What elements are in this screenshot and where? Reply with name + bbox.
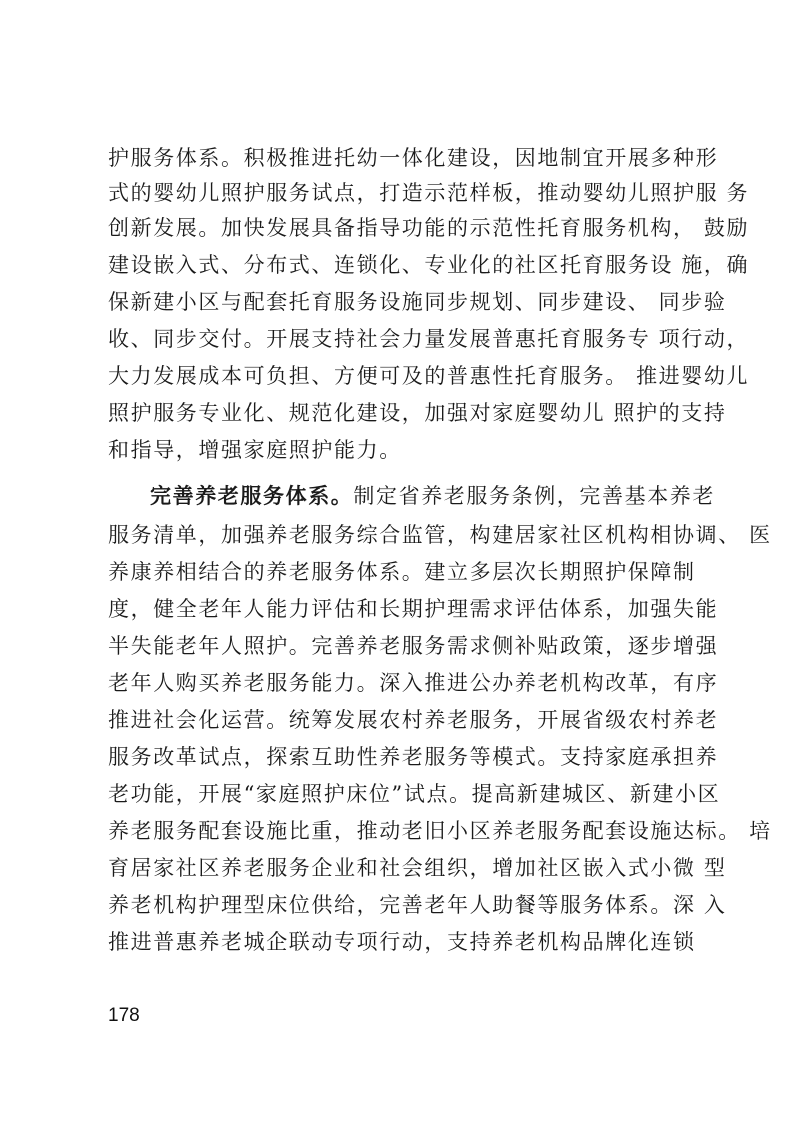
text-line: 照护服务专业化、规范化建设，加强对家庭婴幼儿 照护的支持	[108, 401, 727, 425]
text-line: 建设嵌入式、分布式、连锁化、专业化的社区托育服务设 施，确	[108, 253, 750, 277]
section-heading: 完善养老服务体系。	[150, 483, 354, 508]
text-line: 护服务体系。积极推进托幼一体化建设，因地制宜开展多种形	[108, 146, 719, 170]
text-line: 服务改革试点，探索互助性养老服务等模式。支持家庭承担养	[108, 745, 719, 769]
text-line: 养老服务配套设施比重，推动老旧小区养老服务配套设施达标。 培	[108, 819, 772, 843]
text-line: 创新发展。加快发展具备指导功能的示范性托育服务机构， 鼓励	[108, 216, 750, 240]
text-line: 式的婴幼儿照护服务试点，打造示范样板，推动婴幼儿照护服 务	[108, 181, 750, 205]
text-line: 和指导，增强家庭照护能力。	[108, 438, 402, 462]
text-line: 保新建小区与配套托育服务设施同步规划、同步建设、 同步验	[108, 290, 727, 314]
text-line: 度，健全老年人能力评估和长期护理需求评估体系，加强失能	[108, 597, 719, 621]
text-line: 推进社会化运营。统筹发展农村养老服务，开展省级农村养老	[108, 708, 719, 732]
text-line: 育居家社区养老服务企业和社会组织，增加社区嵌入式小微 型	[108, 856, 727, 880]
page-number: 178	[108, 1005, 140, 1026]
text-span: 制定省养老服务条例，完善基本养老	[353, 484, 716, 508]
text-line: 老功能，开展“家庭照护床位”试点。提高新建城区、新建小区	[108, 782, 721, 806]
text-line: 大力发展成本可负担、方便可及的普惠性托育服务。 推进婴幼儿	[108, 364, 750, 388]
text-line: 收、同步交付。开展支持社会力量发展普惠托育服务专 项行动，	[108, 327, 750, 351]
text-line: 推进普惠养老城企联动专项行动，支持养老机构品牌化连锁	[108, 930, 696, 954]
text-line: 老年人购买养老服务能力。深入推进公办养老机构改革，有序	[108, 671, 719, 695]
text-line: 养老机构护理型床位供给，完善老年人助餐等服务体系。深 入	[108, 893, 727, 917]
text-line: 服务清单，加强养老服务综合监管，构建居家社区机构相协调、 医	[108, 523, 772, 547]
text-line: 半失能老年人照护。完善养老服务需求侧补贴政策，逐步增强	[108, 634, 719, 658]
text-line: 养康养相结合的养老服务体系。建立多层次长期照护保障制	[108, 560, 696, 584]
paragraph-first-line	[150, 484, 715, 508]
